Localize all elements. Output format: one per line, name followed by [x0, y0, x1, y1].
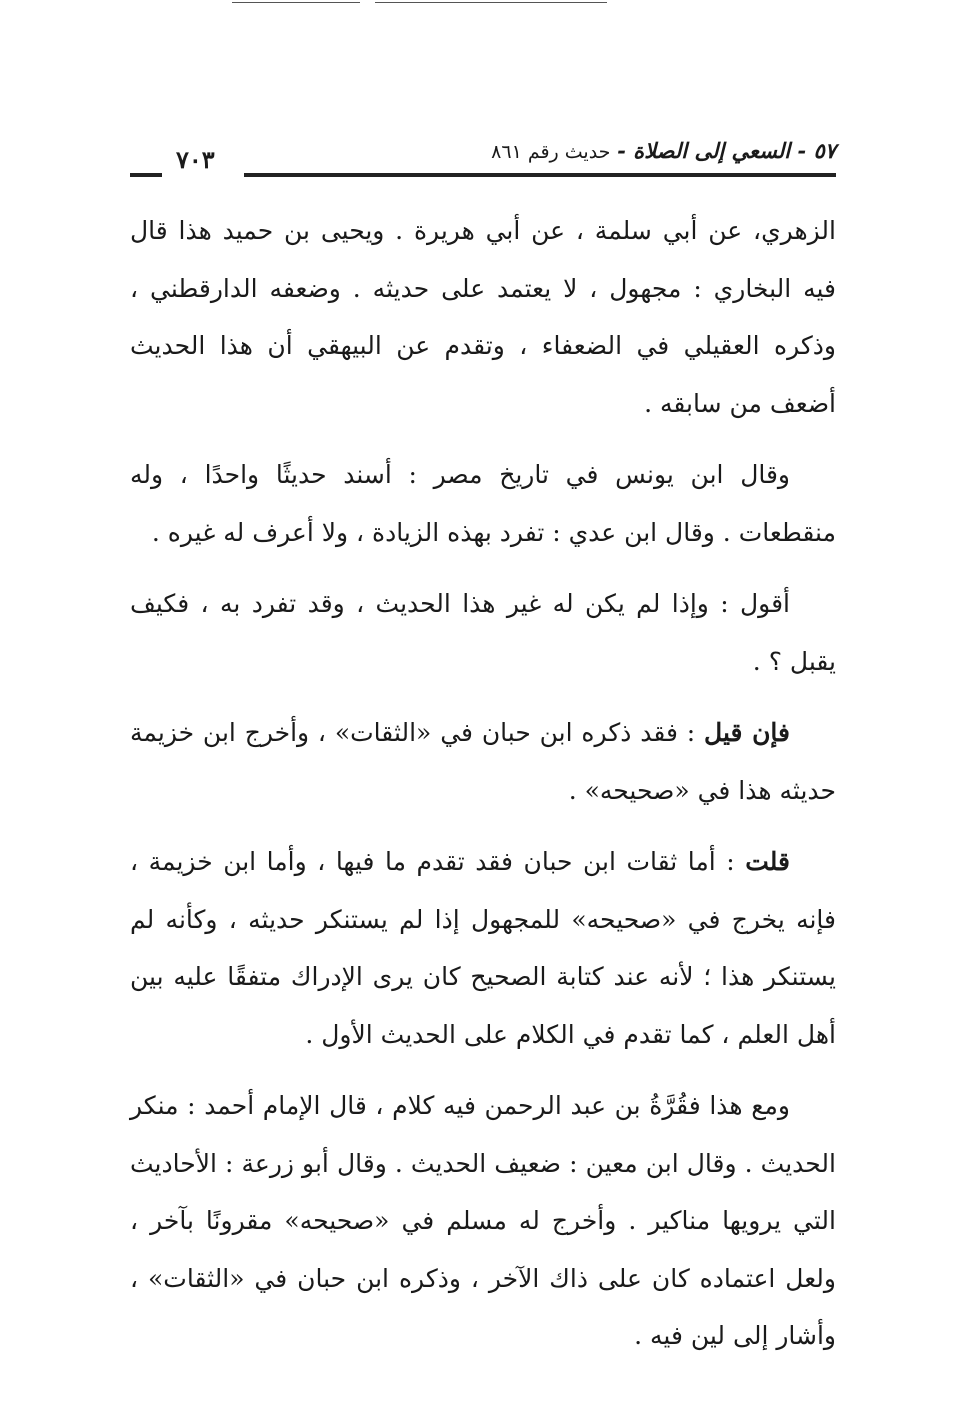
paragraph-5 — [130, 833, 836, 1063]
paragraph-1 — [130, 202, 836, 432]
paragraph-lead: قلت — [745, 847, 790, 876]
top-edge-rule-right — [375, 2, 607, 3]
page-header — [130, 132, 836, 184]
chapter-title: ٥٧ - السعي إلى الصلاة - — [617, 138, 836, 163]
paragraph-text: وقال ابن يونس في تاريخ مصر : أسند حديثًا واحدًا ، وله منقطعات . وقال ابن عدي : تفرد بهذه الزيادة ، ولا أعرف له غيره . — [130, 460, 836, 547]
paragraph-text: الزهري، عن أبي سلمة ، عن أبي هريرة . ويحيى بن حميد هذا قال فيه البخاري : مجهول ، لا يعتمد على حديثه . وضعفه الدارقطني ، وذكره العقيلي في الضعفاء ، وتقدم عن البيهقي أن هذا الحديث أضعف من سابقه . — [130, 216, 836, 418]
paragraph-text: أقول : وإذا لم يكن له غير هذا الحديث ، وقد تفرد به ، فكيف يقبل ؟ . — [130, 589, 836, 676]
paragraph-4 — [130, 704, 836, 819]
page-number-rule — [130, 173, 162, 177]
top-edge-rule-left — [232, 2, 360, 3]
page-number: ٧٠٣ — [176, 145, 215, 174]
paragraph-text: : أما ثقات ابن حبان فقد تقدم ما فيها ، وأما ابن خزيمة ، فإنه يخرج في «صحيحه» للمجهول إذا لم يستنكر حديثه ، وكأنه لم يستنكر هذا ؛ لأنه عند كتابة الصحيح كان يرى الإدراك متفقًا عليه بين أهل العلم ، كما تقدم في الكلام على الحديث الأول . — [130, 847, 836, 1049]
paragraph-2 — [130, 446, 836, 561]
paragraph-text: : فقد ذكره ابن حبان في «الثقات» ، وأخرج ابن خزيمة حديثه هذا في «صحيحه» . — [130, 718, 836, 805]
page-body — [130, 202, 836, 1379]
paragraph-lead: فإن قيل — [704, 718, 791, 747]
running-title — [491, 136, 836, 167]
hadith-reference: حديث رقم ٨٦١ — [491, 141, 611, 163]
paragraph-6 — [130, 1077, 836, 1365]
paragraph-text: ومع هذا فقُرَّةُ بن عبد الرحمن فيه كلام ، قال الإمام أحمد : منكر الحديث . وقال ابن معين : ضعيف الحديث . وقال أبو زرعة : الأحاديث التي يرويها مناكير . وأخرج له مسلم في «صحيحه» مقرونًا بآخر ، ولعل اعتماده كان على ذاك الآخر ، وذكره ابن حبان في «الثقات» ، وأشار إلى لين فيه . — [130, 1091, 836, 1350]
header-rule — [244, 173, 836, 177]
paragraph-3 — [130, 575, 836, 690]
